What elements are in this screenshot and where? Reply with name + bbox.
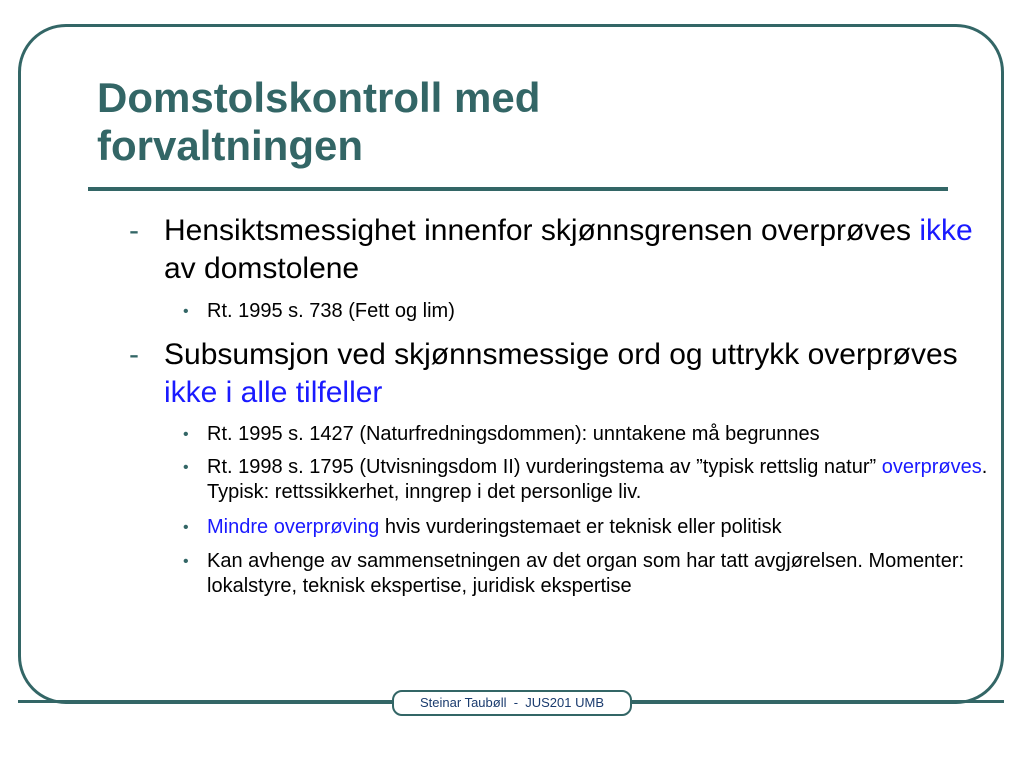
sub-bullet-2-1 xyxy=(183,422,993,447)
footer-label: Steinar Taubøll - JUS201 UMB xyxy=(392,690,632,716)
sub-bullet-2-2-text-a: Rt. 1998 s. 1795 (Utvisningsdom II) vurderingstema av ”typisk rettslig natur” xyxy=(207,456,882,478)
bullet-dot-icon: • xyxy=(183,426,189,443)
sub-bullet-2-3-text xyxy=(207,515,993,540)
bullet-1 xyxy=(129,212,979,288)
sub-bullet-2-3-highlight: Mindre overprøving xyxy=(207,516,380,538)
bullet-1-text xyxy=(164,212,979,288)
sub-bullet-2-3 xyxy=(183,515,993,540)
sub-bullet-2-4-text: Kan avhenge av sammensetningen av det organ som har tatt avgjørelsen. Momenter: lokalstyre, teknisk ekspertise, juridisk ekspertise xyxy=(207,550,965,597)
sub-bullet-2-2 xyxy=(183,455,993,505)
sub-bullet-1-1 xyxy=(183,299,993,324)
title-line-1: Domstolskontroll med xyxy=(97,74,541,121)
sub-bullet-2-4 xyxy=(183,549,993,599)
sub-bullet-2-1-text: Rt. 1995 s. 1427 (Naturfredningsdommen): unntakene må begrunnes xyxy=(207,423,820,445)
bullet-1-highlight: ikke xyxy=(919,214,973,247)
bullet-dot-icon: • xyxy=(183,553,189,570)
bullet-2-text-a: Subsumsjon ved skjønnsmessige ord og uttrykk overprøves xyxy=(164,338,958,371)
bullet-2-highlight: ikke i alle tilfeller xyxy=(164,376,383,409)
dash-marker: - xyxy=(129,338,139,371)
bullet-dot-icon: • xyxy=(183,519,189,536)
bullet-2 xyxy=(129,336,979,412)
bullet-1-text-a: Hensiktsmessighet innenfor skjønnsgrensen overprøves xyxy=(164,214,920,247)
bullet-1-text-b: av domstolene xyxy=(164,252,360,285)
sub-bullet-2-2-text-b: . Typisk: rettssikkerhet, inngrep i det personlige liv. xyxy=(207,456,988,503)
sub-bullet-2-2-text xyxy=(207,455,993,505)
sub-bullet-2-2-highlight: overprøves xyxy=(881,456,982,478)
bullet-dot-icon: • xyxy=(183,303,189,320)
title-line-2: forvaltningen xyxy=(97,122,364,169)
sub-bullet-1-1-text: Rt. 1995 s. 738 (Fett og lim) xyxy=(207,300,455,322)
dash-marker: - xyxy=(129,214,139,247)
sub-bullet-2-3-text-b: hvis vurderingstemaet er teknisk eller politisk xyxy=(379,516,782,538)
bullet-2-text xyxy=(164,336,979,412)
bullet-dot-icon: • xyxy=(183,459,189,476)
